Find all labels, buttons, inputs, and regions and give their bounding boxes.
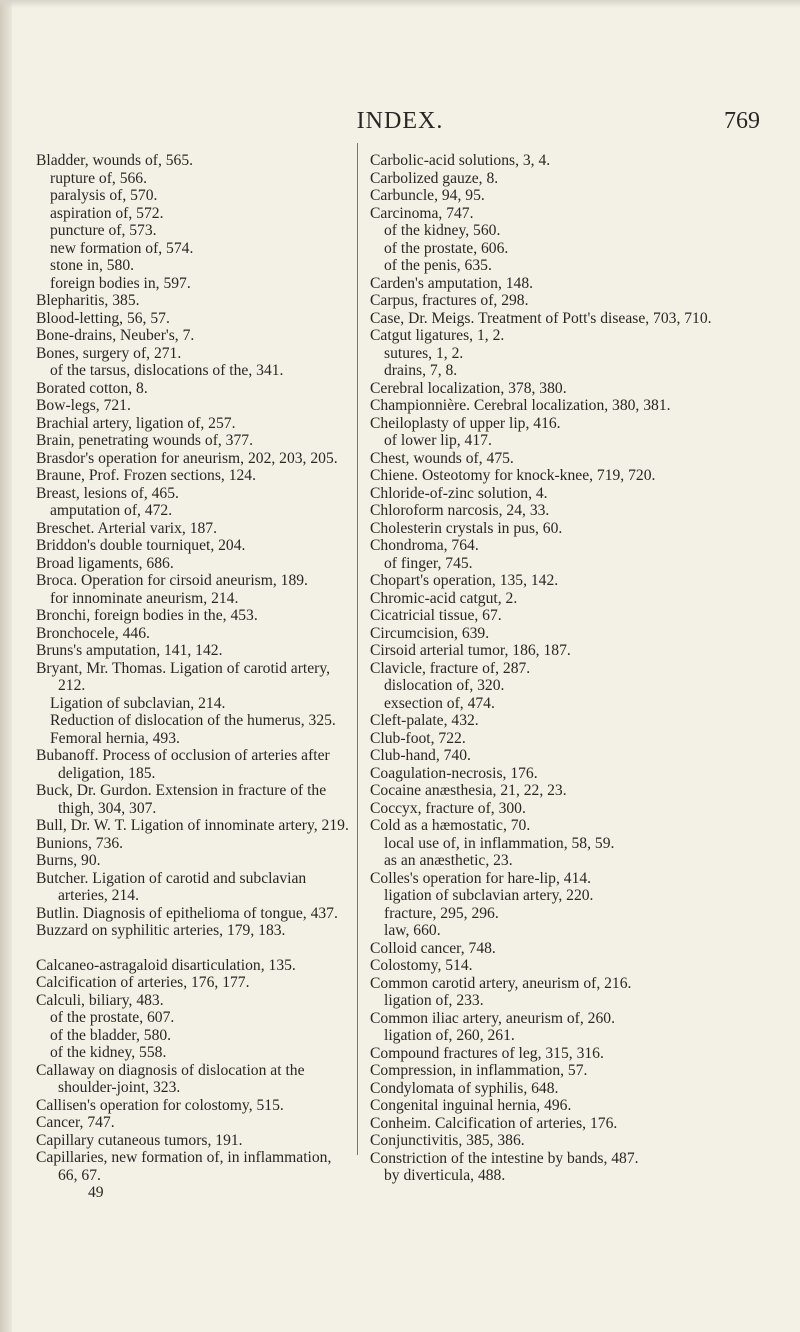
index-subentry: of finger, 745. (384, 554, 473, 572)
index-entry: Bronchocele, 446. (36, 624, 150, 642)
index-entry: Clavicle, fracture of, 287. (370, 659, 531, 677)
index-entry: Bones, surgery of, 271. (36, 344, 182, 362)
index-entry: Colloid cancer, 748. (370, 939, 496, 957)
index-entry: Carcinoma, 747. (370, 204, 474, 222)
index-entry: Bubanoff. Process of occlusion of arteries after deligation, 185. (36, 747, 330, 782)
index-subentry: Femoral hernia, 493. (50, 729, 180, 747)
index-entry: Bow-legs, 721. (36, 397, 131, 414)
index-subentry: of the kidney, 558. (50, 1044, 167, 1061)
index-subentry: of the prostate, 607. (50, 1009, 175, 1026)
index-entry: Cirsoid arterial tumor, 186, 187. (370, 642, 571, 659)
index-entry: Conjunctivitis, 385, 386. (370, 1132, 525, 1149)
index-entry: Bruns's amputation, 141, 142. (36, 642, 223, 659)
index-entry: Conheim. Calcification of arteries, 176. (370, 1114, 618, 1132)
index-entry: Butlin. Diagnosis of epithelioma of tongue, 437. (36, 904, 338, 922)
index-subentry: of the penis, 635. (384, 257, 492, 274)
index-entry: Cold as a hæmostatic, 70. (370, 817, 531, 834)
index-subentry: of lower lip, 417. (384, 432, 492, 449)
index-entry: Common iliac artery, aneurism of, 260. (370, 1009, 615, 1027)
index-entry: Chloride-of-zinc solution, 4. (370, 484, 548, 502)
index-entry: Breschet. Arterial varix, 187. (36, 519, 218, 537)
index-entry: Brachial artery, ligation of, 257. (36, 414, 236, 432)
index-entry: Chondroma, 764. (370, 537, 479, 554)
index-entry: Cerebral localization, 378, 380. (370, 379, 567, 397)
index-entry: Borated cotton, 8. (36, 379, 148, 397)
index-entry: Callisen's operation for colostomy, 515. (36, 1096, 284, 1114)
index-entry: Carpus, fractures of, 298. (370, 292, 529, 309)
index-entry: Carbolic-acid solutions, 3, 4. (370, 152, 551, 169)
index-column-left (36, 152, 349, 1202)
index-subentry: ligation of subclavian artery, 220. (384, 887, 594, 904)
index-entry: Chloroform narcosis, 24, 33. (370, 502, 550, 519)
index-entry: Brasdor's operation for aneurism, 202, 203, 205. (36, 449, 338, 467)
index-entry: Braune, Prof. Frozen sections, 124. (36, 467, 257, 484)
index-subentry: amputation of, 472. (50, 502, 173, 519)
index-subentry: drains, 7, 8. (384, 362, 458, 379)
index-subentry: dislocation of, 320. (384, 677, 505, 694)
index-column-right (370, 152, 770, 1185)
index-subentry: ligation of, 260, 261. (384, 1027, 515, 1044)
index-subentry: foreign bodies in, 597. (50, 274, 191, 292)
index-entry: Cicatricial tissue, 67. (370, 607, 502, 624)
index-entry: Catgut ligatures, 1, 2. (370, 327, 505, 344)
index-subentry: new formation of, 574. (50, 239, 194, 257)
index-entry: Bladder, wounds of, 565. (36, 152, 194, 169)
index-entry: Cocaine anæsthesia, 21, 22, 23. (370, 782, 567, 799)
index-subentry: of the tarsus, dislocations of the, 341. (50, 362, 284, 379)
top-edge-shadow (0, 0, 800, 8)
index-entry: Bryant, Mr. Thomas. Ligation of carotid artery, 212. (36, 659, 331, 694)
index-entry: Blepharitis, 385. (36, 292, 140, 309)
index-entry: Broca. Operation for cirsoid aneurism, 189. (36, 572, 308, 589)
index-subentry: of the prostate, 606. (384, 239, 509, 257)
index-entry: Cancer, 747. (36, 1114, 115, 1131)
index-entry: Bull, Dr. W. T. Ligation of innominate artery, 219. (36, 817, 349, 834)
index-entry: Championnière. Cerebral localization, 380, 381. (370, 397, 671, 414)
index-entry: Colostomy, 514. (370, 957, 473, 974)
index-entry: Coccyx, fracture of, 300. (370, 799, 526, 817)
page-header (0, 108, 800, 138)
index-subentry: of the kidney, 560. (384, 222, 501, 239)
index-entry: Carbolized gauze, 8. (370, 169, 499, 187)
index-entry: Bunions, 736. (36, 834, 124, 852)
index-subentry: sutures, 1, 2. (384, 344, 464, 362)
page-number: 769 (724, 108, 760, 134)
index-entry: Chiene. Osteotomy for knock-knee, 719, 720. (370, 467, 656, 484)
index-entry: Congenital inguinal hernia, 496. (370, 1097, 572, 1114)
index-entry: Carbuncle, 94, 95. (370, 187, 485, 204)
index-subentry: by diverticula, 488. (384, 1167, 506, 1184)
index-subentry: fracture, 295, 296. (384, 904, 499, 922)
index-entry: Bronchi, foreign bodies in the, 453. (36, 607, 258, 624)
index-entry: Circumcision, 639. (370, 624, 490, 642)
index-subentry: puncture of, 573. (50, 222, 157, 239)
index-entry: Compression, in inflammation, 57. (370, 1062, 588, 1079)
index-subentry: local use of, in inflammation, 58, 59. (384, 834, 615, 852)
index-entry: Cheiloplasty of upper lip, 416. (370, 414, 561, 432)
index-entry: Compound fractures of leg, 315, 316. (370, 1044, 604, 1062)
index-subentry: rupture of, 566. (50, 169, 148, 187)
index-entry: Butcher. Ligation of carotid and subclavian arteries, 214. (36, 869, 307, 904)
index-entry: Breast, lesions of, 465. (36, 484, 179, 502)
index-entry: Chopart's operation, 135, 142. (370, 572, 559, 589)
column-divider (357, 143, 358, 1155)
index-entry: Brain, penetrating wounds of, 377. (36, 432, 253, 449)
index-entry: Bone-drains, Neuber's, 7. (36, 327, 195, 344)
signature-mark: 49 (88, 1184, 104, 1201)
page-edge-shadow (0, 0, 12, 1332)
index-subentry: for innominate aneurism, 214. (50, 589, 239, 607)
index-entry: Calcification of arteries, 176, 177. (36, 974, 250, 991)
index-entry: Club-foot, 722. (370, 729, 466, 747)
running-head-title: INDEX. (356, 108, 444, 134)
index-entry: Chest, wounds of, 475. (370, 449, 514, 467)
index-entry: Capillary cutaneous tumors, 191. (36, 1131, 243, 1149)
index-entry: Club-hand, 740. (370, 747, 471, 764)
index-entry: Chromic-acid catgut, 2. (370, 589, 518, 607)
index-subentry: Reduction of dislocation of the humerus, 325. (50, 712, 336, 729)
index-entry: Calcaneo-astragaloid disarticulation, 135. (36, 956, 296, 974)
index-subentry: stone in, 580. (50, 257, 135, 274)
index-subentry: law, 660. (384, 922, 441, 939)
index-entry: Cleft-palate, 432. (370, 712, 479, 729)
index-subentry: paralysis of, 570. (50, 187, 158, 204)
index-entry: Briddon's double tourniquet, 204. (36, 537, 246, 554)
index-subentry: as an anæsthetic, 23. (384, 852, 513, 869)
index-entry: Carden's amputation, 148. (370, 274, 534, 292)
index-subentry: Ligation of subclavian, 214. (50, 694, 226, 712)
index-subentry: of the bladder, 580. (50, 1026, 172, 1044)
index-entry: Capillaries, new formation of, in inflammation, 66, 67. (36, 1149, 332, 1184)
index-entry: Burns, 90. (36, 852, 101, 869)
index-entry: Coagulation-necrosis, 176. (370, 764, 538, 782)
index-entry: Common carotid artery, aneurism of, 216. (370, 974, 632, 992)
index-entry: Callaway on diagnosis of dislocation at the shoulder-joint, 323. (36, 1061, 305, 1096)
index-entry: Calculi, biliary, 483. (36, 991, 164, 1009)
index-entry: Buck, Dr. Gurdon. Extension in fracture of the thigh, 304, 307. (36, 782, 327, 817)
index-entry: Colles's operation for hare-lip, 414. (370, 869, 592, 887)
index-entry: Cholesterin crystals in pus, 60. (370, 519, 563, 537)
index-entry: Condylomata of syphilis, 648. (370, 1079, 559, 1097)
index-entry: Blood-letting, 56, 57. (36, 309, 170, 327)
index-entry: Case, Dr. Meigs. Treatment of Pott's disease, 703, 710. (370, 309, 712, 327)
index-subentry: exsection of, 474. (384, 694, 495, 712)
index-entry: Broad ligaments, 686. (36, 554, 174, 572)
index-subentry: ligation of, 233. (384, 992, 484, 1009)
index-entry: Constriction of the intestine by bands, 487. (370, 1149, 639, 1167)
index-entry: Buzzard on syphilitic arteries, 179, 183. (36, 922, 286, 939)
index-subentry: aspiration of, 572. (50, 204, 164, 222)
